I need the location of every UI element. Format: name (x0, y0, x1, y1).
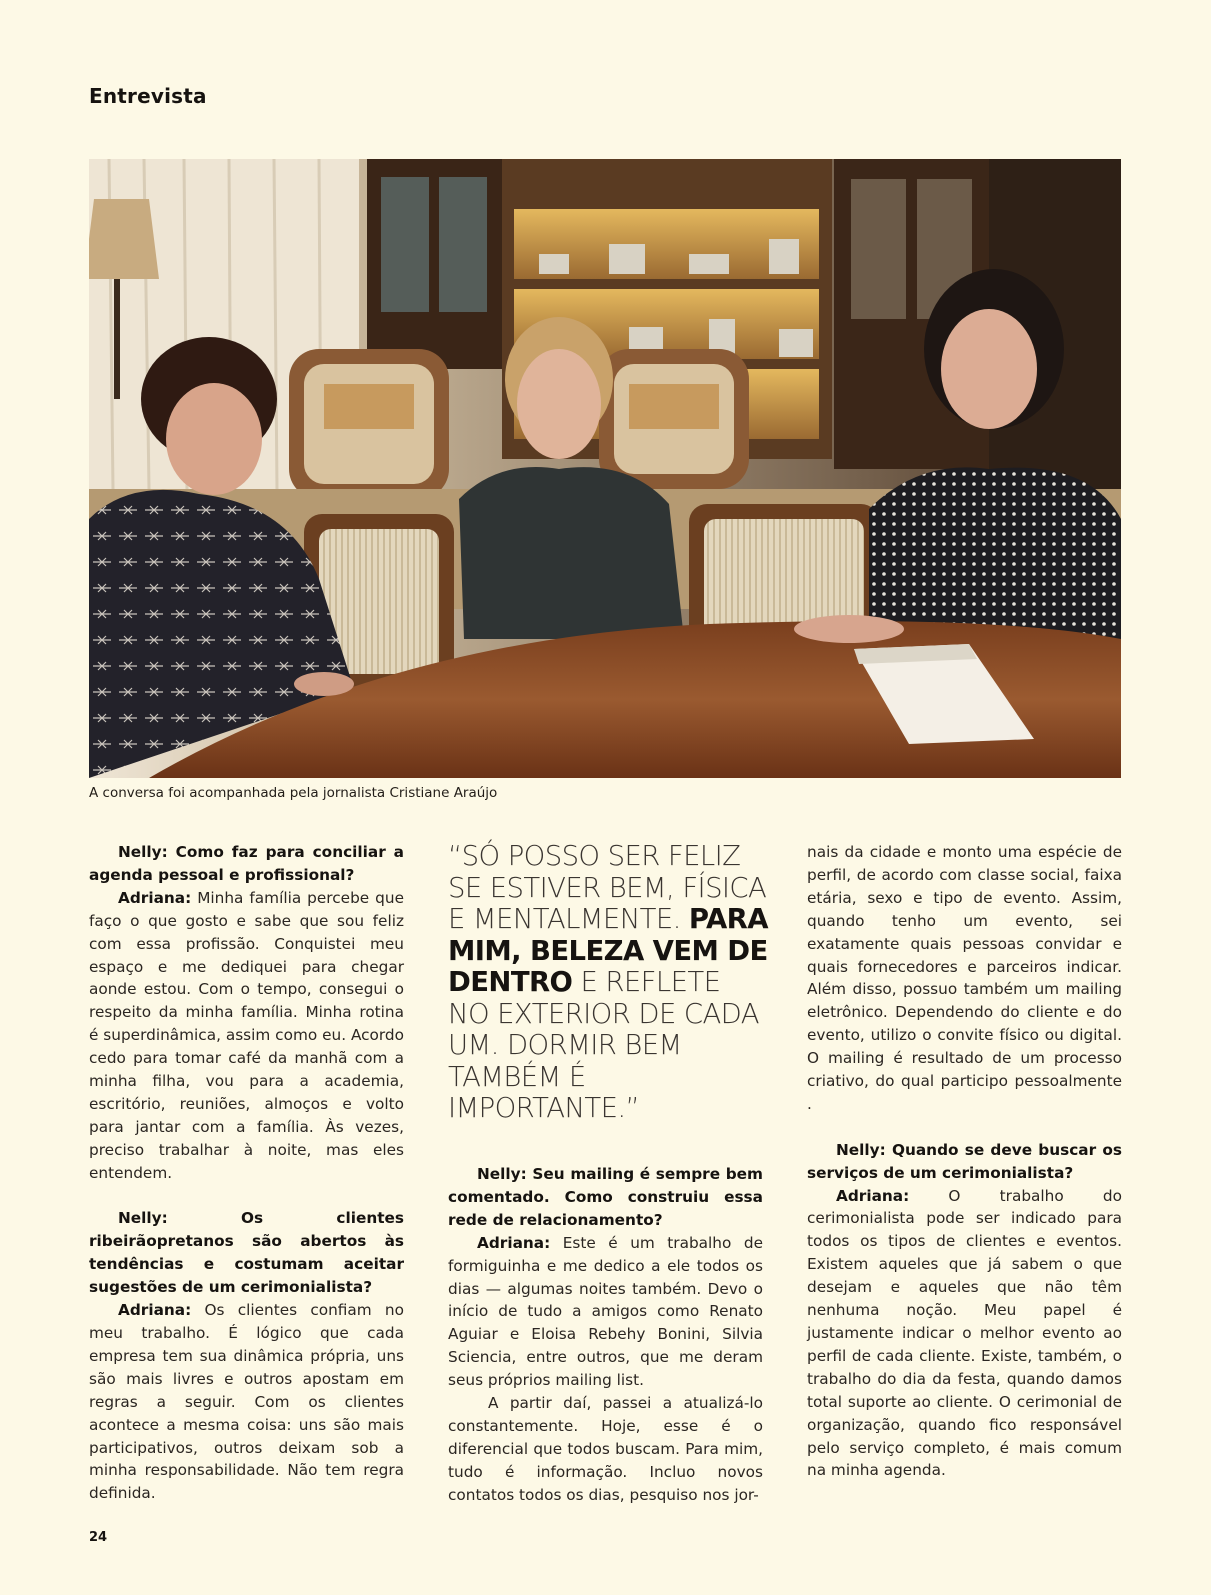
interview-photo (89, 159, 1121, 778)
pull-quote (448, 841, 768, 1125)
answer-3 (448, 1232, 763, 1392)
answer-3-paragraph-2: A partir daí, passei a atualizá-lo constantemente. Hoje, esse é o diferencial que todos buscam. Para mim, tudo é informação. Incluo novos contatos todos os dias, pesquiso nos jor- (448, 1394, 763, 1504)
question-2: Nelly: Os clientes ribeirãopretanos são abertos às tendências e costumam aceitar sugestões de um cerimonialista? (89, 1209, 404, 1297)
column-2 (448, 1163, 763, 1507)
answer-text: Minha família percebe que faço o que gosto e sabe que sou feliz com essa profissão. Conquistei meu espaço e me dediquei para chegar aonde estou. Com o tempo, consegui o respeito da minha família. Minha rotina é superdinâmica, assim como eu. Acordo cedo para tomar café da manhã com a minha filha, vou para a academia, escritório, reuniões, almoços e volto para jantar com a família. Às vezes, preciso trabalhar à noite, mas eles entendem. (89, 888, 404, 1182)
answer-text: Os clientes confiam no meu trabalho. É lógico que cada empresa tem sua dinâmica própria, uns são mais livres e outros apostam em regras a seguir. Com os clientes acontece a mesma coisa: uns são mais participativos, outros deixam sob a minha responsabilidade. Não tem regra definida. (89, 1301, 404, 1503)
column-3 (807, 841, 1122, 1482)
section-label: Entrevista (89, 84, 207, 108)
column-1 (89, 841, 404, 1505)
photo-caption: A conversa foi acompanhada pela jornalista Cristiane Araújo (89, 785, 498, 801)
answer-3-continuation: nais da cidade e monto uma espécie de perfil, de acordo com classe social, faixa etária, sexo e tipo de evento. Assim, quando tenho um evento, sei exatamente quais pessoas convidar e quais fornecedores e parceiros indicar. Além disso, possuo também um mailing eletrônico. Dependendo do cliente e do evento, utilizo o convite físico ou digital. O mailing é resultado de um processo criativo, do qual participo pessoalmente . (807, 843, 1122, 1113)
answer-speaker: Adriana: (118, 888, 192, 907)
pull-quote-part-1: “SÓ POSSO SER FELIZ SE ESTIVER BEM, FÍSICA E MENTALMENTE. (448, 840, 767, 935)
answer-speaker: Adriana: (118, 1301, 192, 1320)
pull-quote-part-2: E REFLETE NO EXTERIOR DE CADA UM. DORMIR BEM TAMBÉM É IMPORTANTE.” (448, 966, 759, 1124)
answer-2 (89, 1299, 404, 1505)
question-3: Nelly: Seu mailing é sempre bem comentado. Como construiu essa rede de relacionamento? (448, 1165, 763, 1229)
answer-text: Este é um trabalho de formiguinha e me dedico a ele todos os dias — algumas noites também. Devo o início de tudo a amigos como Renato Aguiar e Eloisa Rebehy Bonini, Silvia Sciencia, entre outros, que me deram seus próprios mailing list. (448, 1233, 763, 1390)
answer-speaker: Adriana: (836, 1186, 910, 1205)
answer-text: O trabalho do cerimonialista pode ser indicado para todos os tipos de clientes e eventos. Existem aqueles que já sabem o que desejam e aqueles que não têm nenhuma noção. Meu papel é justamente indicar o melhor evento ao perfil de cada cliente. Existe, também, o trabalho do dia da festa, quando damos total suporte ao cliente. O cerimonial de organização, quando fico responsável pelo serviço completo, é mais comum na minha agenda. (807, 1186, 1122, 1480)
answer-4 (807, 1185, 1122, 1483)
question-4: Nelly: Quando se deve buscar os serviços de um cerimonialista? (807, 1140, 1122, 1182)
answer-1 (89, 887, 404, 1185)
answer-speaker: Adriana: (477, 1233, 551, 1252)
pull-quote-emphasis: PARA MIM, BELEZA VEM DE DENTRO (448, 903, 768, 998)
page-number: 24 (89, 1530, 108, 1545)
question-1: Nelly: Como faz para conciliar a agenda pessoal e profissional? (89, 843, 404, 884)
